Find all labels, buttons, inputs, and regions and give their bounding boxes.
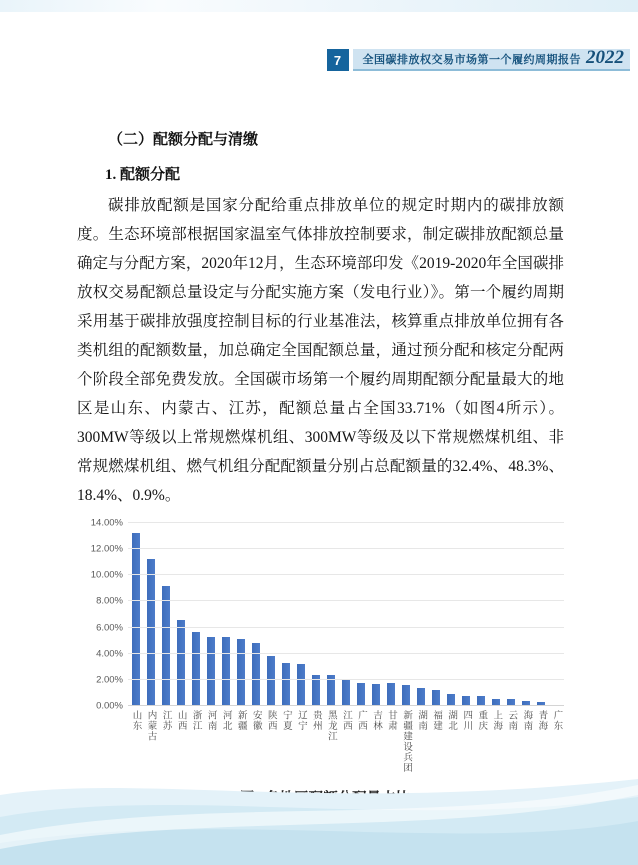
- x-tick-label: 安徽: [250, 710, 262, 731]
- header-title-band: [353, 49, 631, 71]
- x-tick-label: 广东: [551, 710, 563, 731]
- y-tick-label: 4.00%: [96, 648, 123, 660]
- bar-河北: [222, 637, 230, 706]
- bar-吉林: [372, 684, 380, 706]
- page-content: [77, 118, 564, 808]
- x-tick-label: 四川: [461, 710, 473, 731]
- x-tick-cell: [263, 710, 278, 773]
- gridline: [128, 679, 564, 680]
- bar-山东: [132, 533, 140, 706]
- x-tick-cell: [549, 710, 564, 773]
- y-tick-label: 6.00%: [96, 622, 123, 634]
- x-tick-cell: [429, 710, 444, 773]
- subsection-heading: 1. 配额分配: [105, 167, 181, 183]
- bar-黑龙江: [327, 675, 335, 706]
- x-tick-cell: [414, 710, 429, 773]
- chart-plot: [128, 523, 564, 706]
- x-tick-cell: [203, 710, 218, 773]
- wave-graphic: [0, 769, 638, 865]
- bar-新疆: [237, 639, 245, 706]
- x-tick-cell: [474, 710, 489, 773]
- bar-浙江: [192, 632, 200, 706]
- x-tick-label: 内蒙古: [145, 710, 157, 742]
- x-tick-label: 江西: [340, 710, 352, 731]
- x-tick-label: 新疆建设兵团: [401, 710, 413, 773]
- x-tick-cell: [308, 710, 323, 773]
- x-tick-label: 湖南: [416, 710, 428, 731]
- x-tick-label: 黑龙江: [325, 710, 337, 742]
- bar-江苏: [162, 586, 170, 706]
- x-tick-cell: [143, 710, 158, 773]
- gridline: [128, 548, 564, 549]
- x-tick-label: 上海: [491, 710, 503, 731]
- x-tick-cell: [248, 710, 263, 773]
- x-tick-cell: [444, 710, 459, 773]
- y-tick-label: 8.00%: [96, 595, 123, 607]
- x-tick-label: 陕西: [265, 710, 277, 731]
- gridline: [128, 574, 564, 575]
- figure-4: [86, 517, 564, 808]
- x-tick-cell: [293, 710, 308, 773]
- x-tick-label: 河北: [220, 710, 232, 731]
- bar-山西: [177, 620, 185, 706]
- body-paragraph: 碳排放配额是国家分配给重点排放单位的规定时期内的碳排放额度。生态环境部根据国家温室气体排放控制要求，制定碳排放配额总量确定与分配方案，2020年12月，生态环境部印发《2019-2020年全国碳排放权交易配额总量设定与分配实施方案（发电行业）》。第一个履约周期采用基于碳排放强度控制目标的行业基准法，核算重点排放单位拥有各类机组的配额数量，加总确定全国配额总量，通过预分配和核定分配两个阶段全部免费发放。全国碳市场第一个履约周期配额分配量最大的地区是山东、内蒙古、江苏，配额总量占全国33.71%（如图4所示）。300MW等级以上常规燃煤机组、300MW等级及以下常规燃煤机组、非常规燃煤机组、燃气机组分配配额量分别占总配额量的32.4%、48.3%、18.4%、0.9%。: [77, 197, 564, 504]
- bar-宁夏: [282, 663, 290, 706]
- x-tick-cell: [384, 710, 399, 773]
- x-tick-cell: [218, 710, 233, 773]
- x-tick-label: 贵州: [310, 710, 322, 731]
- x-tick-label: 新疆: [235, 710, 247, 731]
- x-tick-cell: [459, 710, 474, 773]
- bar-陕西: [267, 656, 275, 706]
- x-tick-label: 福建: [431, 710, 443, 731]
- x-tick-label: 辽宁: [295, 710, 307, 731]
- x-tick-label: 河南: [205, 710, 217, 731]
- x-tick-cell: [323, 710, 338, 773]
- chart-x-labels: [128, 710, 564, 773]
- y-tick-label: 2.00%: [96, 674, 123, 686]
- page-number-badge: 7: [327, 49, 349, 71]
- x-tick-label: 海南: [521, 710, 533, 731]
- chart-y-axis: [86, 517, 128, 712]
- x-tick-label: 广西: [355, 710, 367, 731]
- x-tick-label: 江苏: [160, 710, 172, 731]
- bar-湖南: [417, 688, 425, 706]
- x-tick-label: 重庆: [476, 710, 488, 731]
- bar-福建: [432, 690, 440, 706]
- x-tick-label: 吉林: [371, 710, 382, 731]
- x-tick-label: 宁夏: [280, 710, 292, 731]
- report-title: 全国碳排放权交易市场第一个履约周期报告: [362, 54, 581, 66]
- x-tick-label: 甘肃: [386, 710, 398, 731]
- bar-内蒙古: [147, 559, 155, 706]
- x-tick-label: 浙江: [190, 710, 202, 731]
- bar-辽宁: [297, 664, 305, 706]
- y-tick-label: 10.00%: [90, 569, 123, 581]
- x-tick-cell: [489, 710, 504, 773]
- x-tick-cell: [188, 710, 203, 773]
- x-tick-label: 湖北: [446, 710, 458, 731]
- bar-江西: [342, 679, 350, 706]
- x-tick-cell: [534, 710, 549, 773]
- page-header: [327, 49, 631, 71]
- gridline: [128, 705, 564, 706]
- top-decoration: [0, 0, 638, 12]
- bar-河南: [207, 637, 215, 706]
- x-tick-cell: [338, 710, 353, 773]
- x-tick-label: 山西: [175, 710, 187, 731]
- x-tick-cell: [369, 710, 384, 773]
- gridline: [128, 627, 564, 628]
- x-tick-cell: [504, 710, 519, 773]
- x-tick-cell: [278, 710, 293, 773]
- gridline: [128, 522, 564, 523]
- x-tick-cell: [158, 710, 173, 773]
- bar-新疆建设兵团: [402, 685, 410, 706]
- y-tick-label: 14.00%: [90, 517, 123, 529]
- gridline: [128, 600, 564, 601]
- gridline: [128, 653, 564, 654]
- x-tick-label: 青海: [536, 710, 548, 731]
- bar-贵州: [312, 675, 320, 706]
- x-tick-cell: [519, 710, 534, 773]
- report-year: 2022: [586, 47, 624, 68]
- x-tick-cell: [173, 710, 188, 773]
- x-tick-cell: [399, 710, 414, 773]
- bar-甘肃: [387, 683, 395, 706]
- bottom-decoration: [0, 769, 638, 865]
- y-tick-label: 0.00%: [96, 700, 123, 712]
- x-tick-cell: [353, 710, 368, 773]
- x-tick-label: 云南: [506, 710, 518, 731]
- x-tick-label: 山东: [130, 710, 142, 731]
- y-tick-label: 12.00%: [90, 543, 123, 555]
- bar-chart: [86, 517, 564, 712]
- x-tick-cell: [128, 710, 143, 773]
- bar-广西: [357, 683, 365, 706]
- x-tick-cell: [233, 710, 248, 773]
- section-heading: （二）配额分配与清缴: [108, 132, 259, 148]
